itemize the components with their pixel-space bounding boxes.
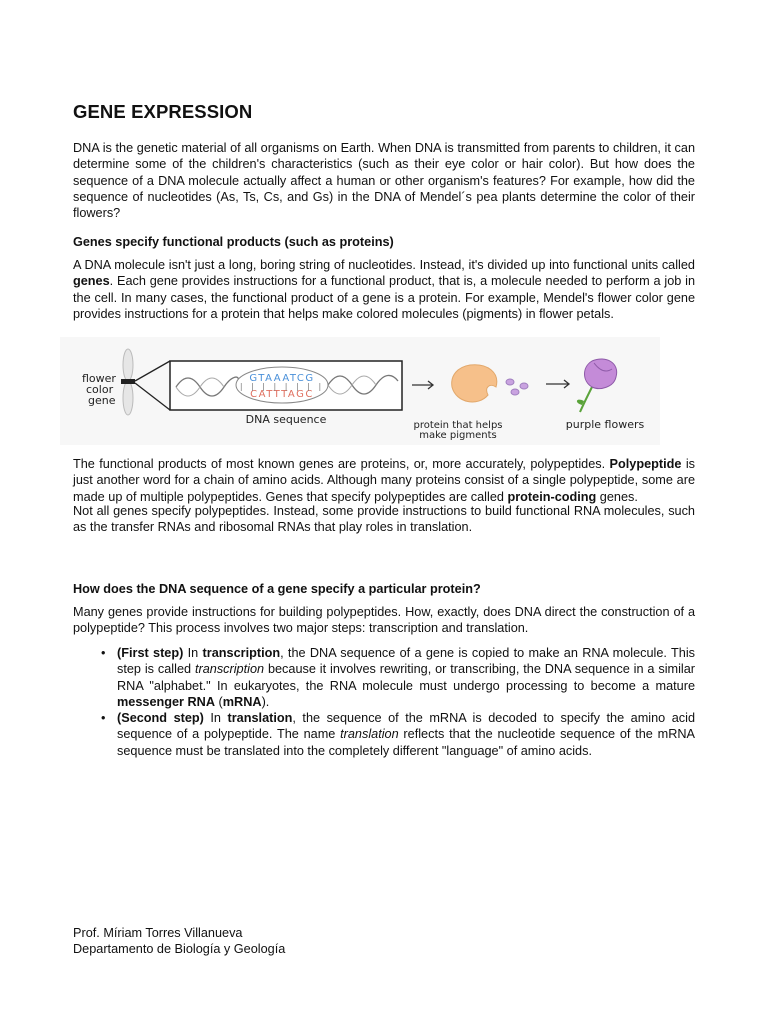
steps-intro-paragraph: Many genes provide instructions for building polypeptides. How, exactly, does DNA direct the construction of a polypeptide? This process involves two major steps: transcription and translation. — [73, 605, 695, 636]
section1-heading: Genes specify functional products (such as proteins) — [73, 235, 394, 249]
protein-label-line2: make pigments — [419, 430, 497, 441]
footer-author: Prof. Míriam Torres Villanueva — [73, 926, 243, 940]
pigment-icon — [520, 383, 528, 389]
gene-label-line2: color — [86, 383, 114, 396]
svg-text:| | | | | | | |: | | | | | | | | — [239, 382, 325, 391]
chromosome-icon — [121, 349, 135, 415]
list-item: • (Second step) In translation, the sequence of the mRNA is decoded to specify the amino acid sequence of a polypeptide. The name translation reflects that the nucleotide sequence of the mRNA sequence must be translated into the completely different "language" of amino acids. — [101, 711, 696, 758]
polypeptide-paragraph: The functional products of most known genes are proteins, or, more accurately, polypeptides. Polypeptide is just another word for a chain of amino acids. Although many proteins consist of a single polypeptide, some are made up of multiple polypeptides. Genes that specify polypeptides are called protein-coding genes. — [73, 457, 695, 504]
section2-heading: How does the DNA sequence of a gene specify a particular protein? — [73, 582, 481, 596]
functional-rna-paragraph: Not all genes specify polypeptides. Instead, some provide instructions to build functional RNA molecules, such as the transfer RNAs and ribosomal RNAs that play roles in translation. — [73, 504, 695, 535]
dna-bottom-strand: CATTTAGC — [250, 389, 314, 400]
page-title: GENE EXPRESSION — [73, 101, 253, 122]
footer-department: Departamento de Biología y Geología — [73, 942, 286, 956]
pigment-icon — [506, 379, 514, 385]
bullet-dot: • — [101, 711, 106, 726]
footer — [73, 925, 285, 957]
gene-label-line3: gene — [88, 394, 116, 407]
dna-sequence-label: DNA sequence — [245, 413, 327, 426]
flower-label: purple flowers — [565, 418, 645, 431]
bullet-dot: • — [101, 646, 106, 660]
protein-label-line1: protein that helps — [413, 420, 503, 431]
intro-paragraph: DNA is the genetic material of all organisms on Earth. When DNA is transmitted from parents to children, it can determine some of the children's characteristics (such as their eye color or hair color). But how does the sequence of a DNA molecule actually affect a human or other organism's features? For example, how did the sequence of nucleotides (As, Ts, Cs, and Gs) in the DNA of Mendel´s pea plants determine the color of their flowers? — [73, 141, 695, 221]
genes-paragraph: A DNA molecule isn't just a long, boring string of nucleotides. Instead, it's divided up into functional units called genes. Each gene provides instructions for a functional product, that is, a molecule needed to perform a job in the cell. In many cases, the functional product of a gene is a protein. For example, Mendel's flower color gene provides instructions for a protein that helps make colored molecules (pigments) in flower petals. — [73, 258, 695, 321]
list-item: • (First step) In transcription, the DNA sequence of a gene is copied to make an RNA molecule. This step is called transcription because it involves rewriting, or transcribing, the DNA sequence in a similar RNA "alphabet." In eukaryotes, the RNA molecule must undergo processing to become a mature messenger RNA (mRNA). — [101, 646, 695, 709]
pigment-icon — [511, 389, 519, 395]
steps-list — [73, 645, 695, 759]
dna-top-strand: GTAAATCG — [249, 373, 315, 384]
gene-label-line1: flower — [82, 372, 116, 385]
gene-expression-figure — [60, 337, 660, 445]
